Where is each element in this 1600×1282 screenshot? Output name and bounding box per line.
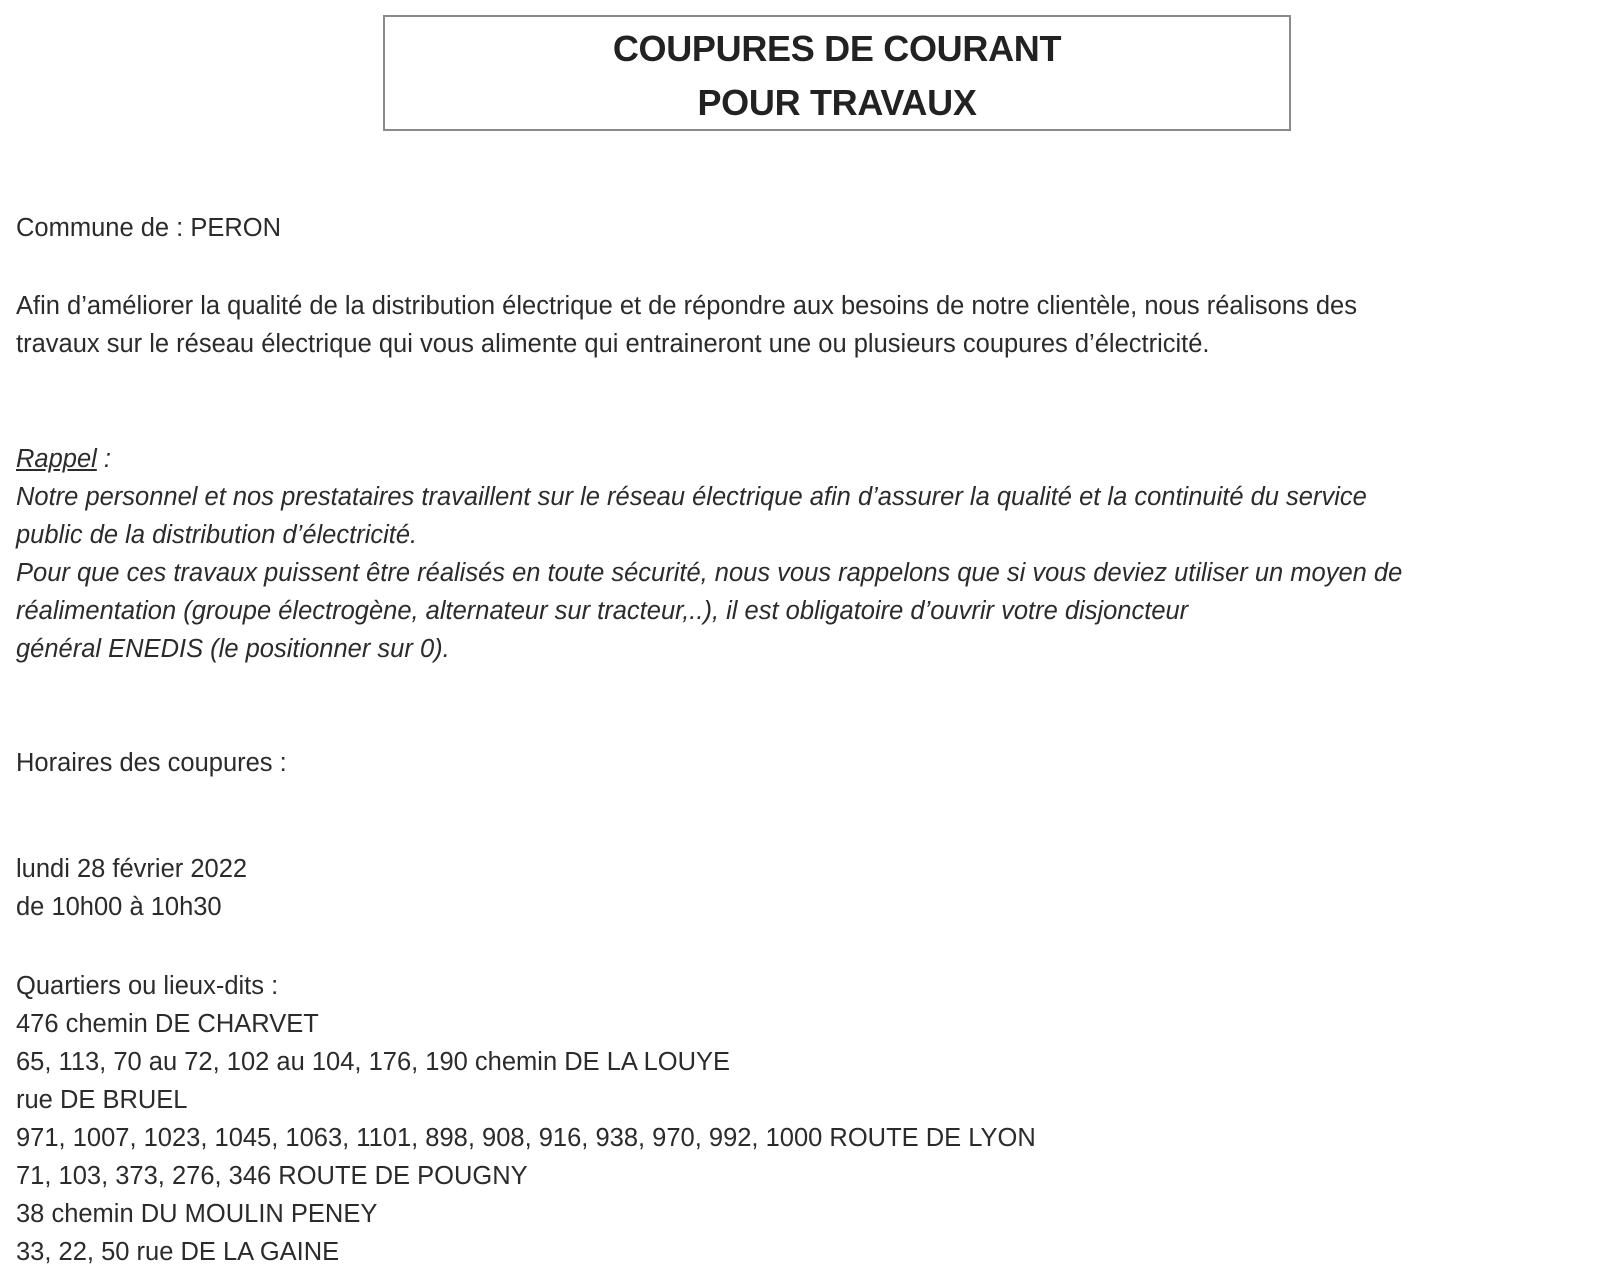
title-box — [383, 15, 1291, 131]
intro-line-2: travaux sur le réseau électrique qui vous alimente qui entraineront une ou plusieurs coupures d’électricité. — [16, 330, 1210, 358]
quartiers-label: Quartiers ou lieux-dits : — [16, 972, 279, 1000]
quartier-item: 71, 103, 373, 276, 346 ROUTE DE POUGNY — [16, 1162, 528, 1190]
rappel-label-suffix: : — [96, 445, 111, 473]
rappel-line-4: réalimentation (groupe électrogène, alternateur sur tracteur,..), il est obligatoire d’ouvrir votre disjoncteur — [16, 597, 1189, 625]
title-line-2: POUR TRAVAUX — [697, 82, 977, 123]
quartier-item: 65, 113, 70 au 72, 102 au 104, 176, 190 chemin DE LA LOUYE — [16, 1048, 731, 1076]
quartier-item: rue DE BRUEL — [16, 1086, 188, 1114]
rappel-line-2: public de la distribution d’électricité. — [16, 521, 418, 549]
quartier-item: 33, 22, 50 rue DE LA GAINE — [16, 1238, 340, 1266]
title-line-1: COUPURES DE COURANT — [612, 28, 1062, 69]
horaires-label: Horaires des coupures : — [16, 749, 287, 777]
commune-line: Commune de : PERON — [16, 214, 282, 242]
rappel-heading — [16, 440, 111, 478]
rappel-line-3: Pour que ces travaux puissent être réalisés en toute sécurité, nous vous rappelons que si vous deviez utiliser un moyen de — [16, 559, 1403, 587]
rappel-line-1: Notre personnel et nos prestataires travaillent sur le réseau électrique afin d’assurer la qualité et la continuité du service — [16, 483, 1367, 511]
quartier-item: 38 chemin DU MOULIN PENEY — [16, 1200, 378, 1228]
rappel-line-5: général ENEDIS (le positionner sur 0). — [16, 635, 450, 663]
quartier-item: 971, 1007, 1023, 1045, 1063, 1101, 898, 908, 916, 938, 970, 992, 1000 ROUTE DE LYON — [16, 1124, 1036, 1152]
schedule-date: lundi 28 février 2022 — [16, 855, 248, 883]
rappel-label: Rappel — [16, 445, 97, 473]
schedule-time: de 10h00 à 10h30 — [16, 893, 222, 921]
quartier-item: 476 chemin DE CHARVET — [16, 1010, 319, 1038]
intro-line-1: Afin d’améliorer la qualité de la distribution électrique et de répondre aux besoins de notre clientèle, nous réalisons des — [16, 292, 1357, 320]
